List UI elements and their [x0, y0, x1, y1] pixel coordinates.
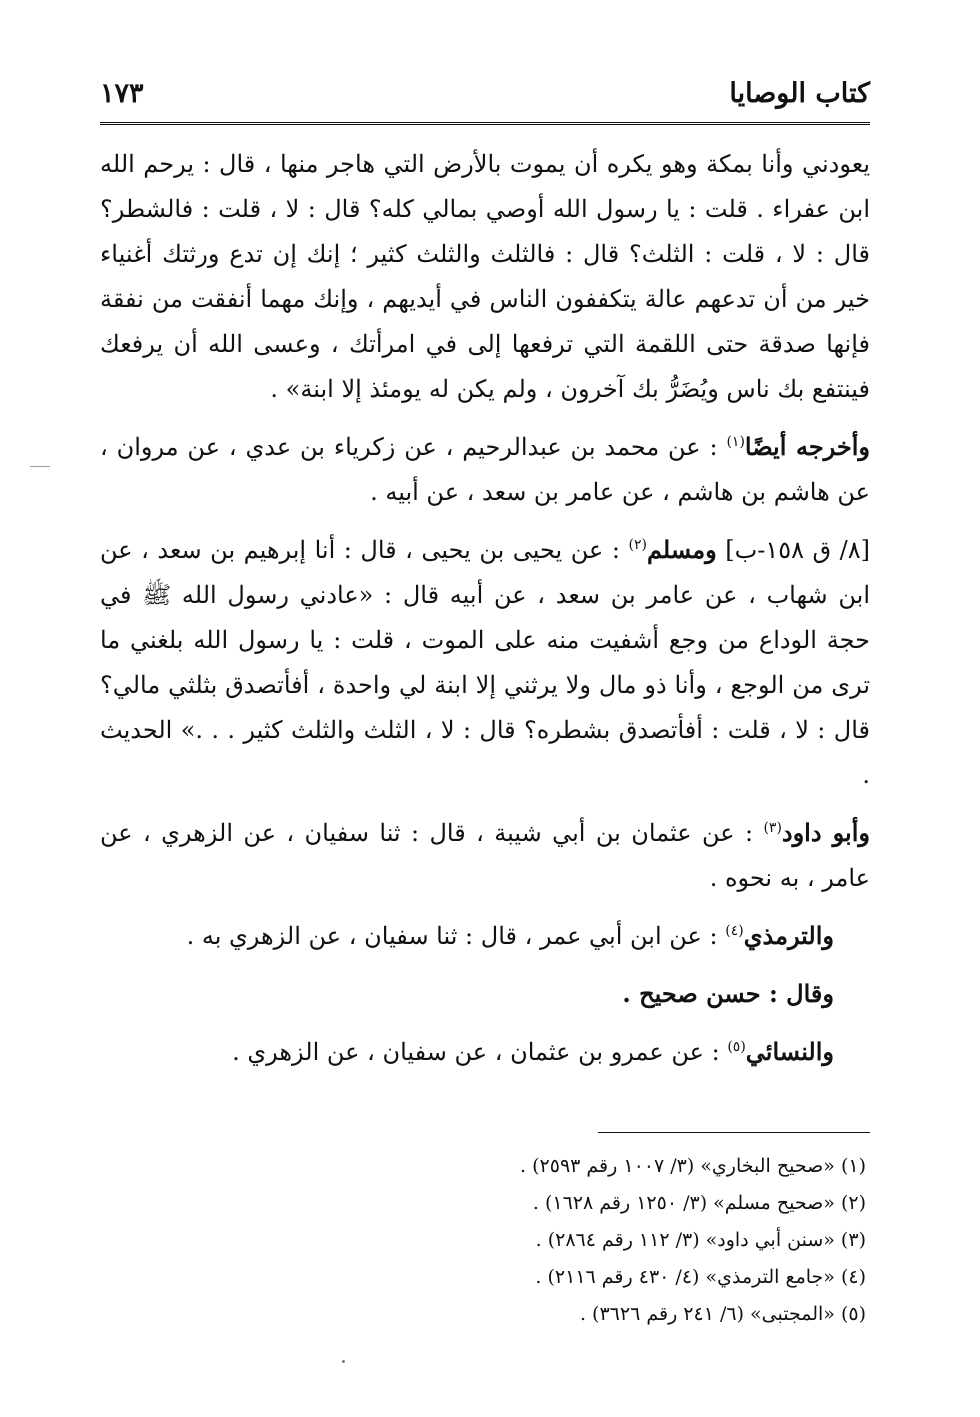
footnote-item: (٣) «سنن أبي داود» (٣/ ١١٢ رقم ٢٨٦٤) . — [535, 1229, 866, 1251]
footnote-ref: (٥) — [727, 1039, 746, 1055]
main-text — [100, 142, 870, 1087]
footnote-item: (٤) «جامع الترمذي» (٤/ ٤٣٠ رقم ٢١١٦) . — [535, 1266, 866, 1288]
chapter-title: كتاب الوصايا — [729, 78, 870, 109]
paragraph-text: : عن محمد بن عبدالرحيم ، عن زكرياء بن عدي ، عن مروان ، عن هاشم بن هاشم ، عن عامر بن سعد ، عن أبيه . — [100, 433, 870, 506]
paragraph-text: : عن عمرو بن عثمان ، عن سفيان ، عن الزهري . — [232, 1038, 720, 1066]
source-name: وأخرجه أيضًا — [744, 432, 870, 461]
footnote-ref: (٢) — [628, 537, 647, 553]
paragraph-text: : عن يحيى بن يحيى ، قال : أنا إبرهيم بن سعد ، عن ابن شهاب ، عن عامر بن سعد ، عن أبيه قال : «عادني رسول الله ﷺ في حجة الوداع من وجع أشفيت منه على الموت ، قلت : يا رسول الله بلغني ما ترى من الوجع ، وأنا ذو مال ولا يرثني إلا ابنة لي واحدة ، أفأتصدق بثلثي مالي؟ قال : لا ، قلت : أفأتصدق بشطره؟ قال : لا ، الثلث والثلث كثير . . .» الحديث . — [100, 536, 870, 789]
footnote-ref: (١) — [726, 434, 745, 450]
footnote-item: (٥) «المجتبى» (٦/ ٢٤١ رقم ٣٦٢٦) . — [579, 1303, 866, 1325]
footnote-ref: (٤) — [725, 923, 744, 939]
paragraph-hadith-text — [100, 142, 870, 412]
footnote-item: (٢) «صحيح مسلم» (٣/ ١٢٥٠ رقم ١٦٢٨) . — [532, 1192, 866, 1214]
paragraph-text: : عن عثمان بن أبي شيبة ، قال : ثنا سفيان ، عن الزهري ، عن عامر ، به نحوه . — [100, 819, 870, 892]
paragraph-muslim — [100, 527, 870, 798]
grading-text: وقال : حسن صحيح . — [622, 979, 834, 1008]
paragraph-abu-dawud — [100, 810, 870, 901]
paragraph-text: يعودني وأنا بمكة وهو يكره أن يموت بالأرض التي هاجر منها ، قال : يرحم الله ابن عفراء . قلت : يا رسول الله أوصي بمالي كله؟ قال : لا ، قلت : فالشطر؟ قال : لا ، قلت : الثلث؟ قال : فالثلث والثلث كثير ؛ إنك إن تدع ورثتك أغنياء خير من أن تدعهم عالة يتكففون الناس في أيديهم ، وإنك مهما أنفقت من نفقة فإنها صدقة حتى اللقمة التي ترفعها إلى في امرأتك ، وعسى الله أن يرفعك فينتفع بك ناس ويُضَرُّ بك آخرون ، ولم يكن له يومئذ إلا ابنة» . — [100, 150, 871, 403]
manuscript-ref: [٨/ ق ١٥٨-ب] — [725, 536, 871, 564]
source-name: والنسائي — [745, 1037, 834, 1066]
footnote-item: (١) «صحيح البخاري» (٣/ ١٠٠٧ رقم ٢٥٩٣) . — [520, 1155, 866, 1177]
paragraph-tirmidhi — [100, 913, 870, 959]
paragraph-nasai — [100, 1029, 870, 1075]
source-name: ومسلم — [646, 535, 717, 564]
paragraph-tirmidhi-grade — [100, 971, 870, 1017]
paragraph-bukhari-second — [100, 424, 870, 515]
scan-speck — [342, 1360, 345, 1363]
margin-mark — [30, 466, 50, 467]
paragraph-text: : عن ابن أبي عمر ، قال : ثنا سفيان ، عن الزهري به . — [186, 922, 718, 950]
footnotes — [300, 1148, 866, 1333]
source-name: والترمذي — [743, 921, 834, 950]
footnote-divider — [598, 1132, 870, 1133]
source-name: وأبو داود — [781, 818, 870, 847]
page-number: ١٧٣ — [100, 78, 144, 109]
running-header — [100, 70, 870, 125]
footnote-ref: (٣) — [763, 820, 782, 836]
